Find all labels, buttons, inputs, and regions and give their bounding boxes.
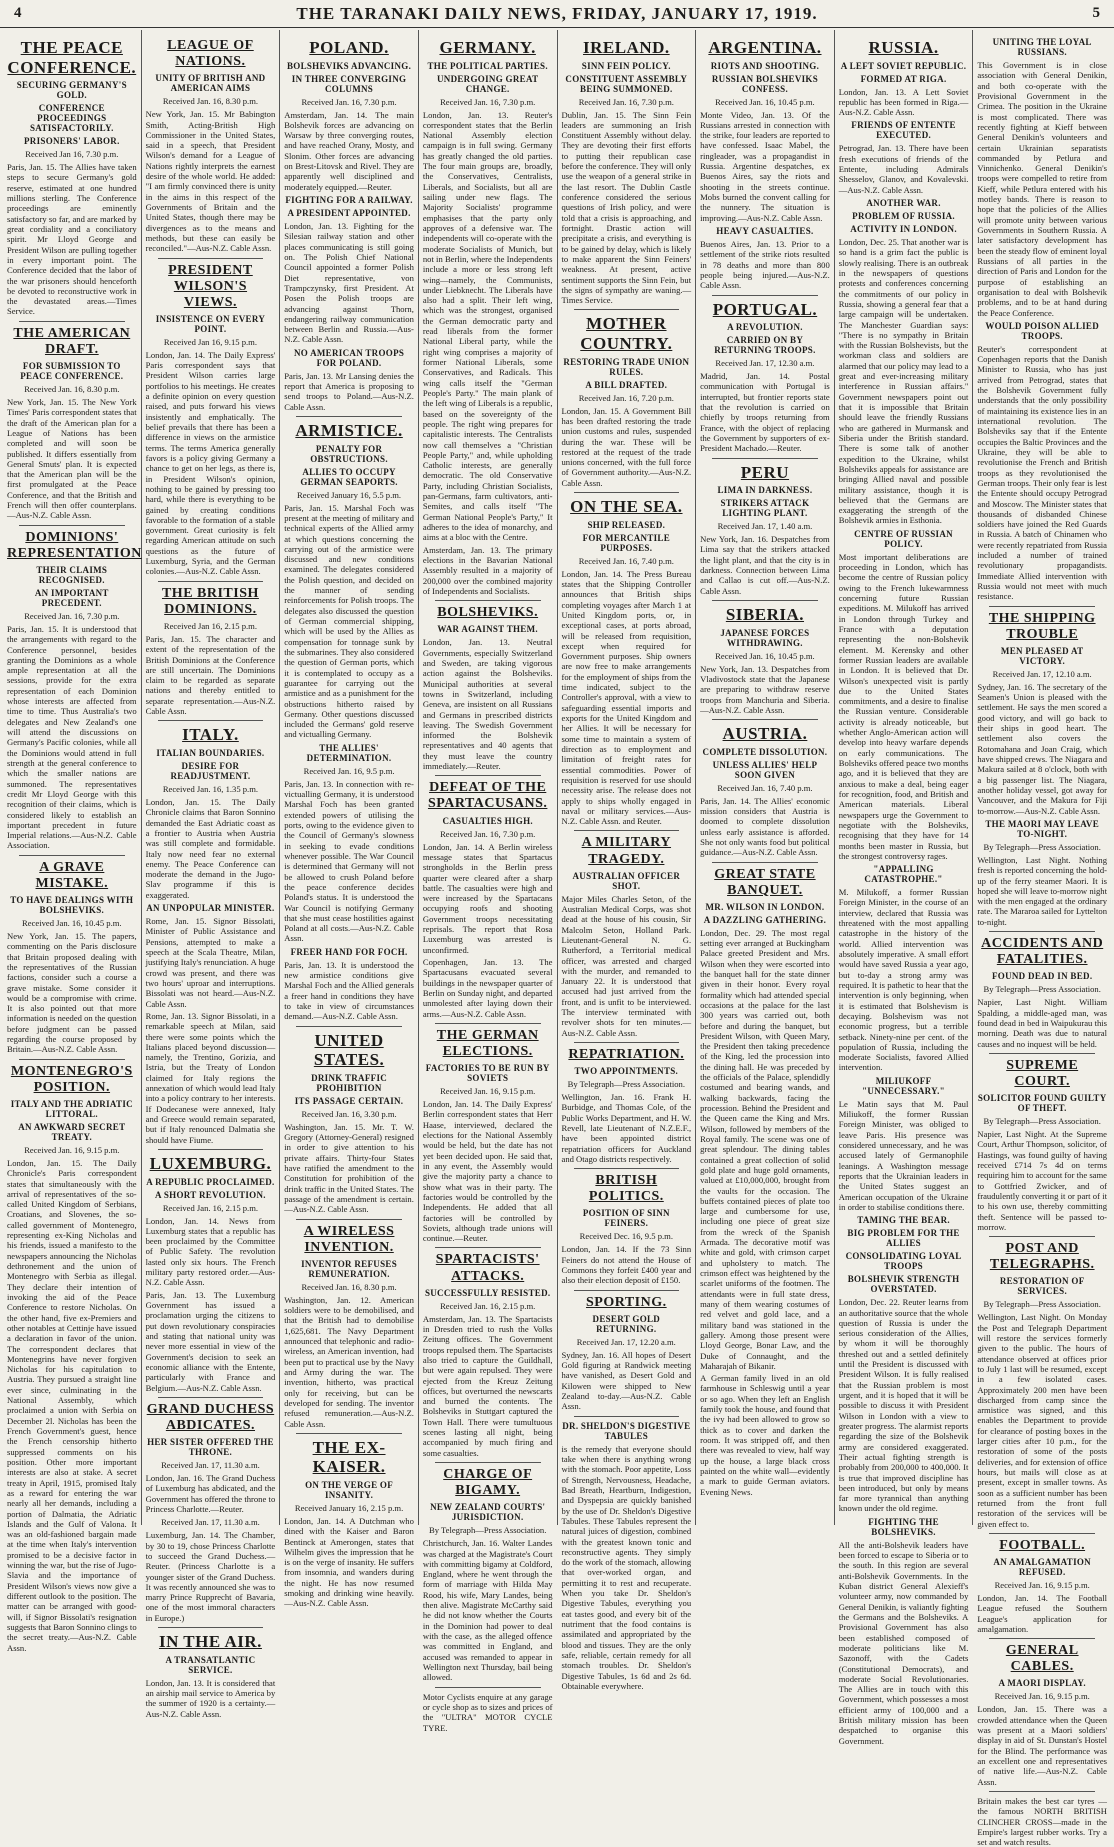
article-text: M. Milukoff, a former Russian Foreign Minister, in the course of an interview, declared that Russia was threatened with the most appalling catastrophe in the history of the world. Allied intervention was absolutely imperative. A small effort would have saved Russia a year ago, but to-day a strong army was required. It is pathetic to hear that the intervention is only beginning, when it is estimated that Bolshevism is decaying. Bolshevism was not economic progress, but a terrible setback. Ninety-nine per cent. of the population of Russia, including the moderate Socialists, favored Allied intervention. — [838, 887, 969, 1073]
headline: POLAND. — [309, 38, 389, 57]
divider — [435, 1247, 541, 1248]
received-line: Received Jan. 17, 11.30 a.m. — [161, 1460, 260, 1470]
headline: REPATRIATION. — [568, 1047, 685, 1062]
advertisement-text: Motor Cyclists enquire at any garage or cycle shop as to sizes and prices of the "ULTRA" MOTOR CYCLE TYRE. — [422, 1691, 553, 1733]
headline: LUXEMBURG. — [149, 1153, 272, 1173]
headline: ACCIDENTS AND FATALITIES. — [981, 936, 1104, 968]
article-text: Sydney, Jan. 16. The secretary of the Seamen's Union is pleased with the settlement. He says the men scored a good victory, and will go back to their ships in good heart. The settlement also covers the Rotomahana and Joan Craig, which have shipped crews. The Niagara and Makura sailed at 8 o'clock, both with a big passenger list. The Niagara, another holiday vessel, got away for Vancouver, and the Makura for Fiji to-morrow.—Aus-N.Z. Cable Assn. — [977, 681, 1107, 816]
headline: THE EX-KAISER. — [312, 1437, 386, 1477]
subheading: THE ALLIES' DETERMINATION. — [306, 742, 392, 763]
column-6 — [696, 30, 835, 1525]
received-line: Received Jan. 16, 7.30 p.m. — [578, 96, 674, 107]
article-text: Major Miles Charles Seton, of the Australian Medical Corps, was shot dead at the house of his cousin, Sir Malcolm Seton, Holland Park. Lieutenant-General N. G. Rutherford, a Territorial medical officer, was arrested and charged with the murder, and remanded to January 22. It is understood that accused had just arrived from the front, and is unfit to be interviewed. The interview terminated with revolver shots for ten minutes.—Aus-N.Z. Cable Assn. — [561, 893, 692, 1038]
subheading: HER SISTER OFFERED THE THRONE. — [147, 1437, 274, 1457]
subheading: RIOTS AND SHOOTING. — [710, 60, 820, 71]
article-text: London, Jan. 14. A Berlin wireless message states that Spartacus strongholds in the Berlin press quarter were cleared after a sharp battle. The casualties were high and were increased by the Spartacans occupying roofs and shooting Government troops necessitating reprisals. The report that Rosa Luxemburg was arrested is unconfirmed. — [422, 841, 553, 955]
article-text: London, Jan. 15. There was a crowded attendance when the Queen was present at a Maori soldiers' display in aid of St. Dunstan's Hostel for the Blind. The performance was an excellent one and representatives of native life.—Aus-N.Z. Cable Assn. — [977, 1704, 1107, 1787]
subheading: DRINK TRAFFIC PROHIBITION — [311, 1072, 388, 1093]
subheading: NO AMERICAN TROOPS FOR POLAND. — [293, 347, 405, 368]
subheading: A BILL DRAFTED. — [585, 379, 668, 390]
received-line: Received Jan. 16, 1.35 p.m. — [162, 783, 259, 794]
article-text: New York, Jan. 13. Despatches from Vladivostock state that the Japanese are preparing to withdraw reserve troops from Manchuria and Siberia.—Aus-N.Z. Cable Assn. — [700, 663, 830, 715]
subheading: AUSTRALIAN OFFICER SHOT. — [572, 870, 681, 891]
received-line: Received Jan. 16, 7.30 p.m. — [440, 828, 536, 839]
received-line: Received Jan. 16, 7.30 p.m. — [440, 96, 536, 107]
byline: By Telegraph—Press Association. — [983, 841, 1101, 852]
subheading: SHIP RELEASED. — [587, 519, 666, 530]
article-text: Paris, Jan. 13. The Luxemburg Government has issued a proclamation urging the citizens to put down revolutionary conspiracies and stating that national unity was never more essential in view of the Government's decision to seek an economic alliance with the Entente, particularly with France and Belgium.—Aus-N.Z. Cable Assn. — [145, 1289, 276, 1393]
received-line: Received January 16, 5.5 p.m. — [297, 489, 402, 500]
headline: FOOTBALL. — [999, 1537, 1086, 1553]
headline: PERU — [740, 462, 790, 482]
headline: MONTENEGRO'S POSITION. — [10, 1063, 133, 1095]
subheading: A PRESIDENT APPOINTED. — [287, 208, 411, 219]
article-text: Christchurch, Jan. 16. Walter Landes was charged at the Magistrate's Court with committing bigamy at Coldford, England, where he went through the form of marriage with Hilda May Rood, his wife, Mary Landes, being then alive. Magistrate McCarthy said he did not know whether the Courts in the Dominion had power to deal with the case, as the alleged offence was committed in England, and accused was remanded to appear in Wellington next Thursday, bail being allowed. — [422, 1538, 553, 1683]
headline: ON THE SEA. — [570, 497, 683, 517]
column-7 — [835, 30, 974, 1746]
divider — [989, 1533, 1095, 1534]
received-line: Received Jan. 16, 7.20 p.m. — [578, 392, 674, 403]
subheading: LIMA IN DARKNESS. — [717, 485, 813, 496]
headline: A MILITARY TRAGEDY. — [581, 835, 672, 867]
headline: AUSTRIA. — [722, 724, 808, 744]
subheading: DESERT GOLD RETURNING. — [592, 1313, 661, 1334]
article-text: London, Jan. 13. Fighting for the Silesian railway station and other places communicating is still going on. The Polish Chief National Council appointed a former Polish Diet representative, von Trampczynsky, first President. At Posen the Polish troops are advancing against Thorn, endangering railway communication between Berlin and Russia.—Aus-N.Z. Cable Assn. — [284, 221, 414, 345]
headline: ITALY. — [182, 725, 239, 745]
article-text: Paris, Jan. 15. The Allies have taken steps to secure Germany's gold reserve, estimated at one hundred millions sterling. The Conference proceedings are eminently satisfactory so far, and are marked by great cordiality and a conciliatory spirit. Mr Lloyd George and President Wilson are pulling together in every important point. The Conference decided that the labor of the war prisoners should henceforth be devoted to reconstructive work in the devastated areas.—Times Service. — [7, 162, 137, 317]
subheading: BOLSHEVIKS ADVANCING. — [286, 60, 412, 71]
subheading: MILIUKOFF "UNNECESSARY." — [862, 1075, 945, 1096]
subheading: FACTORIES TO BE RUN BY SOVIETS — [425, 1063, 550, 1084]
divider — [158, 581, 264, 582]
article-text: Napier, Last Night. William Spalding, a middle-aged man, was found dead in bed in Waipukurau this morning. Death was due to natural causes and no inquest will be held. — [977, 997, 1107, 1049]
subheading: CASUALTIES HIGH. — [442, 815, 533, 826]
received-line: Received Jan. 16, 10.45 p.m. — [715, 96, 815, 107]
subheading: PRISONERS' LABOR. — [24, 136, 120, 147]
subheading: A MAORI DISPLAY. — [998, 1678, 1086, 1689]
article-text: London, Jan. 14. The Daily Express' Paris correspondent says that President Wilson carries large portfolios to his meetings. He creates a definite opinion on every question raised, and puts forward his views insistently and emphatically. The belief prevails that there has been a difference in views on the armistice terms. The terms America generally favors is a policy giving Germany a chance to get on her legs, as there is, in President Wilson's opinion, nothing to be gained by pressing too hard, while there is everything to be gained by creating conditions favorable to the formation of a stable government. Great curiosity is felt regarding American attitude on such questions as the future of Luxemburg, Syria, and the German colonies.—Aus-N.Z. Cable Assn. — [145, 349, 276, 577]
subheading: CONSOLIDATING LOYAL TROOPS — [845, 1251, 962, 1272]
received-line: Received Jan. 16, 7.30 p.m. — [24, 610, 120, 621]
headline: ARGENTINA. — [708, 38, 822, 57]
subheading: MR. WILSON IN LONDON. — [705, 901, 825, 912]
subheading: A LEFT SOVIET REPUBLIC. — [840, 60, 967, 71]
divider — [19, 855, 125, 856]
received-line: Received Jan. 17, 12.10 a.m. — [992, 668, 1092, 679]
received-line: Received Jan. 16, 9.5 p.m. — [303, 765, 395, 776]
subheading: CARRIED ON BY RETURNING TROOPS. — [714, 335, 816, 356]
article-text: Petrograd, Jan. 13. There have been fresh executions of friends of the Entente, including Admirals Shesselov, Glanov, and Kovalevski.—Aus-N.Z. Cable Assn. — [838, 143, 969, 195]
divider — [574, 1290, 680, 1291]
headline: SUPREME COURT. — [1006, 1057, 1079, 1089]
divider — [435, 1023, 541, 1024]
divider — [712, 862, 818, 863]
subheading: INVENTOR REFUSES REMUNERATION. — [301, 1258, 398, 1279]
article-text: London, Jan. 15. The Daily Chronicle's Paris correspondent states that simultaneously with the arrival of representatives of the so-called United Kingdom of Serbians, Croatians, and Slovenes, the so-called government of Montenegro, representing ex-King Nicholas and his friends, issued a manifesto to the newspapers announcing the Nicholas dethronement and the union of Montenegro with Serbia as illegal. They declare their intention of invoking the aid of the Peace Conference to restore Nicholas. On the other hand, five ex-Premiers and other notables at Cettinje have issued a declaration in favor of the union. The correspondent declares that Montenegrins have never forgiven Nicholas for his capitulation to Austria. They pursued a straight line ever since, culminating in the National Assembly, which proclaimed a union with Serbia on December 2l. Nicholas has been the French Government's guest, hence the French censorship hitherto suppressed comments on his position. Other more important interests are also at stake. A secret treaty in April, 1915, promised Italy as a reward for entering the war nearly all her demands, including a portion of Dalmatia, the Adriatic Islands and the Gulf of Valona. It was an old-fashioned bargain made at the time when Italy's intervention promised to be a decisive factor in winning the war, but the rise of Jugo-Slavia and the importance of President Wilson's views now give a different outlook to the position. The matter can be arranged with good-will, if Signor Bissolati's resignation suggests that Baron Sonnino clings to the secret treaty.—Aus-N.Z. Cable Assn. — [7, 1157, 137, 1653]
subheading: WOULD POISON ALLIED TROOPS. — [985, 320, 1100, 341]
subheading: CENTRE OF RUSSIAN POLICY. — [854, 528, 953, 549]
received-line: Received Jan. 16, 9.15 p.m. — [24, 1144, 120, 1155]
divider — [19, 1059, 125, 1060]
headline: THE SHIPPING TROUBLE — [988, 610, 1096, 642]
divider — [574, 830, 680, 831]
divider — [158, 258, 264, 259]
subheading: FOR MERCANTILE PURPOSES. — [582, 532, 671, 553]
subheading: A TRANSATLANTIC SERVICE. — [165, 1654, 256, 1675]
subheading: ITALIAN BOUNDARIES. — [156, 747, 265, 758]
subheading: UNITING THE LOYAL RUSSIANS. — [992, 37, 1092, 57]
divider — [296, 416, 402, 417]
divider — [296, 1026, 402, 1027]
article-text: Paris, Jan. 14. The Allies' economic mission considers that Austria is doomed to complete dissolution unless early assistance is afforded. She not only wants food but political guidance.—Aus-N.Z. Cable Assn. — [700, 795, 830, 858]
subheading: IN THREE CONVERGING COLUMNS — [291, 73, 407, 94]
subheading: THEIR CLAIMS RECOGNISED. — [36, 564, 108, 585]
subheading: FORMED AT RIGA. — [860, 73, 947, 84]
subheading: ON THE VERGE OF INSANITY. — [305, 1479, 394, 1500]
received-line: Received Jan 16, 7.30 p.m. — [25, 149, 119, 160]
article-text: Washington, Jan. 12. American soldiers were to be demobilised, and that the British had to demobilise 1,625,681. The Navy Department announced that telephonic and radio-wireless, an American invention, had been put to practical use by the Navy and Army during the war. The invention, hitherto, was practical only for receiving, but can be developed for sending. The inventor refused remuneration.—Aus-N.Z. Cable Assn. — [284, 1294, 414, 1429]
divider — [158, 1397, 264, 1398]
article-text: Most important deliberations are proceeding in London, which has become the centre of Russian policy owing to the French lukewarmness concerning future Russian expeditions. M. Milukoff has arrived in London through Turkey and France with a deputation representing the non-Bolshevik element. M. Kerensky and other former Russian leaders are available in London. It is believed that Dr. Wilson's unexpected visit is partly due to the United States commitments, and a desire to finalise the Russian venture. Considerable activity is already noticeable, but whether Anglo-American action will develop into heavy warfare depends on early communications. The Bolsheviks offered peace two months ago, and it is believed that they are anxious to make a deal, being eager for recognition, food, and British and American materials. Liberal newspapers urge the Government to negotiate with the Bolsheviks, recognising that they have for 14 months been master in Russia, but the strongest controversy rages. — [838, 551, 969, 861]
headline: PORTUGAL. — [712, 299, 818, 319]
received-line: Received Jan. 17, 12.20 a.m. — [576, 1336, 676, 1347]
headline: IRELAND. — [582, 38, 670, 57]
article-text: Paris, Jan. 13. It is understood the new armistice conditions give Marshal Foch and the Allied generals a freer hand in conditions they have to take in view of circumstances demand.—Aus-N.Z. Cable Assn. — [284, 959, 414, 1022]
byline: By Telegraph—Press Association. — [983, 1116, 1101, 1126]
subheading: PENALTY FOR OBSTRUCTIONS. — [310, 443, 388, 464]
divider — [19, 321, 125, 322]
divider — [574, 1042, 680, 1043]
divider — [712, 295, 818, 296]
article-text: London, Dec. 22. Reuter learns from an authoritative source that the whole question of Russia is under the serious consideration of the Allies, by whom it will be thoroughly threshed out and a settled definitely until the President is discussed with President Wilson. It is fully realised that the Russian problem is most urgent, and it is hoped that it will be possible to discuss it with President Wilson in London with a view to greater progress. The alarmist reports regarding the size of the Bolshevik army are considered exaggerated. Their actual fighting strength is probably from 200,000 to 400,000. It is true that improved discipline has been introduced, but only by means far more tyrannical than anything known under the old regime. — [838, 1297, 969, 1514]
newspaper-title: THE TARANAKI DAILY NEWS, FRIDAY, JANUARY 17, 1919. — [296, 3, 818, 23]
article-text: London, Jan. 14. The Football League refused the Southern League's application for amalgamation. — [977, 1592, 1107, 1634]
subheading: BIG PROBLEM FOR THE ALLIES — [847, 1228, 960, 1249]
subheading: TWO APPOINTMENTS. — [574, 1066, 679, 1077]
article-text: New York, Jan. 15. Mr Babington Smith, Acting-British High Commissioner in the United States, said in a speech, that President Wilson's demand for a League of Nations rightly interprets the earnest desire of the whole world. He added: "I am firmly convinced there is unity in the aims in this respect of the Governments of Britain and the United States, though there may be divergences as to the means and methods, but these can easily be reconciled."—Aus-N.Z. Cable Assn. — [145, 109, 276, 254]
divider — [989, 606, 1095, 607]
received-line: Received Jan. 17, 1.40 a.m. — [717, 521, 813, 532]
subheading: THE POLITICAL PARTIES. — [427, 60, 548, 71]
subheading: CONFERENCE PROCEEDINGS SATISFACTORILY. — [30, 103, 114, 134]
divider — [435, 1687, 541, 1688]
article-text: London, Jan. 14. News from Luxemburg states that a republic has been proclaimed by the Committee of Public Safety. The revolution lasted only six hours. The French military party restored order.—Aus-N.Z. Cable Assn. — [145, 1215, 276, 1288]
divider — [158, 1627, 264, 1628]
subheading: "APPALLING CATASTROPHE." — [864, 864, 943, 885]
divider — [296, 1433, 402, 1434]
subheading: COMPLETE DISSOLUTION. — [702, 746, 828, 757]
received-line: Received Jan. 16, 9.15 p.m. — [440, 1086, 536, 1097]
subheading: HEAVY CASUALTIES. — [716, 225, 814, 236]
received-line: Received Jan. 17, 12.30 a.m. — [715, 358, 815, 369]
subheading: UNDERGOING GREAT CHANGE. — [436, 73, 539, 94]
article-text: London, Jan. 13. Neutral Governments, especially Switzerland and Sweden, are taking vigorous action against the Bolsheviks. Municipal authorities at several towns in Switzerland, including Geneva, are insistent on all Russians and Germans in prescribed districts leaving. The Swedish Government informed the Bolshevik representatives and 40 agents that they must leave the country immediately.—Reuter. — [422, 637, 553, 772]
article-text: London, Dec. 29. The most regal setting ever arranged at Buckingham Palace greeted President and Mrs. Wilson when they were escorted into the banquet hall for the state dinner given in their honor. Every royal formality which had attended special occasions at the palace for the last 300 years was carried out, both before and during the banquet, but President Wilson, with Queen Mary, the President then taking precedence of the King, led the procession into the dining hall. He was preceded by the officials of the Palace, splendidly costumed and bearing wands, and walking backwards, facing the procession. Behind the President and the Queen came the King and Mrs. Wilson, followed by members of the Royal family. The scene was one of great splendour. The dining tables contained a great collection of solid gold plate and huge gold ornaments, valued at £10,000,000, brought from the vaults for the occasion. The buffets contained pieces of plate too large and cumbersome for use, including one piece of great size from the wreck of the Spanish Armada. The decorative motif was white and gold, with crimson carpet and upholstery to match. The crimson effect was heightened by the scarlet uniforms of the footmen. The attendants were in full state dress, many of them wearing costumes of red velvet and gold lace, and a military band was stationed in the gallery. Among those present were Lloyd George, Bonar Law, and the Duke of Connaught, and the Maharajah of Bikanir. — [700, 927, 830, 1371]
article-text: London, Jan. 13. It is considered that an airship mail service to America by the summer of 1920 is a certainty.—Aus-N.Z. Cable Assn. — [145, 1677, 276, 1719]
headline: THE AMERICAN DRAFT. — [13, 325, 131, 357]
received-line: Received Jan. 16, 2.15 p.m. — [162, 1202, 259, 1213]
subheading: ALLIES TO OCCUPY GERMAN SEAPORTS. — [300, 466, 398, 487]
headline: LEAGUE OF NATIONS. — [167, 38, 254, 70]
article-text: This Government is in close association with General Denikin, and both co-operate with the Provisional Government in the Crimea. The position in the Ukraine is most complicated. There was recently fighting at Kieff between General Denikin's volunteers and certain Ukrainian separatists commanded by Petlura and Vinnichenko. General Denikin's troops were compelled to retire from Kieff, while Petlura entered with his motley bands. There is reason to hope that the policies of the Allies will promote unity between various Governments in Southern Russia. A later satisfactory development has been the steady flow of eminent loyal Russians of all parties in the direction of Paris and London for the purpose of establishing an organisation to deal with Bolshevik problems, and to be at hand during the Peace Conference. — [977, 60, 1107, 318]
byline: By Telegraph—Press Association. — [567, 1079, 686, 1090]
headline: THE PEACE CONFERENCE. — [7, 38, 137, 77]
divider — [158, 1149, 264, 1150]
subheading: A REVOLUTION. — [727, 322, 803, 333]
headline: GERMANY. — [439, 38, 536, 57]
headline: THE GERMAN ELECTIONS. — [436, 1027, 539, 1059]
article-text: Wellington, Jan. 16. Frank H. Burbidge, and Thomas Cole, of the Public Works Department, and H. W. Revell, late Lieutenant of N.Z.E.F., have been appointed district repatriation officers for Auckland and Otago districts respectively. — [561, 1092, 692, 1164]
subheading: ITS PASSAGE CERTAIN. — [294, 1095, 404, 1106]
subheading: DESIRE FOR READJUSTMENT. — [170, 760, 251, 781]
article-text: Rome, Jan. 13. Signor Bissolati, in a remarkable speech at Milan, said there were some points which the Italians placed beyond discussion—namely, the Trentino, Gorizia, and Istria, but the Treaty of London claimed for Italy regions the annexation of which would lead Italy into a policy contrary to her interests. If Dodecanese were annexed, Italy and Greece would remain separated, but if Italy renounced Dalmatia she should have Fiume. — [145, 1010, 276, 1145]
received-line: Received Jan 16, 9.15 p.m. — [163, 336, 257, 347]
article-text: Paris, Jan. 15. Marshal Foch was present at the meeting of military and technical experts of the Allied army at which questions concerning the carrying out of the armistice were discussed and new conditions examined. The delegates considered the Polish question, and decided on the manner of sending reinforcements for Polish troops. The delegates also discussed the question of German commercial shipping, which will be used by the Allies as compensation for tonnage sunk by the submarines. They also considered the question of German ports, which it is contemplated to occupy as a guarantee for carrying out the armistice and as a punishment for the obstructions hitherto raised by Germany. Other questions discussed included the Germans' gold reserve and victualling Germany. — [284, 502, 414, 740]
subheading: FREER HAND FOR FOCH. — [290, 946, 408, 957]
headline: MOTHER COUNTRY. — [580, 314, 673, 354]
received-line: Received Jan. 16, 2.15 p.m. — [440, 1300, 536, 1311]
divider — [989, 1791, 1095, 1792]
article-text: London, Jan. 14. The Daily Express' Berlin correspondent states that Herr Haase, interviewed, declared the elections for the National Assembly would be held, but the date has not yet been decided upon. He said that, in any event, the Assembly would give the majority party a chance to show what was in their party. The factories would be controlled by the Independents. He added that all factories will be controlled by Soviets, although trade unions will continue.—Reuter. — [422, 1099, 553, 1244]
received-line: Received Jan 16, 2.15 p.m. — [163, 620, 257, 631]
advertisement-heading: DR. SHELDON'S DIGESTIVE TABULES — [562, 1420, 691, 1441]
article-text: Wellington, Last Night. On Monday the Post and Telegraph Department will restore the services formerly given to the public. The hours of attendance observed at offices prior to July 1 last will be resumed, except in a few isolated cases. Approximately 200 men have been discharged from camp since the armistice was signed, and this enables the Department to provide for clearance of posting boxes in the larger cities after 10 p.m., for the restoration of some of the posts deliveries, and for extension of office hours, but mails will close as at present, except in smaller towns. As soon as a sufficient number has been returned from the front full restoration of the services will be given effect to. — [977, 1312, 1107, 1529]
divider — [712, 600, 818, 601]
subheading: JAPANESE FORCES WITHDRAWING. — [720, 627, 810, 648]
article-text: Paris, Jan. 13. In connection with re-victualling Germany, it is understood Marshal Foch has been granted extended powers of utilising the ports, owing to the evidence given to the Council of Germany's slowness in seeking to evade conditions whenever possible. The War Council is determined that Germany will not be allowed to crush Poland before the peace conference decides Poland's status. It is understood the War Council is notifying Germany that she must cease hostilities against Poland at all costs.—Aus-N.Z. Cable Assn. — [284, 778, 414, 944]
headline: RUSSIA. — [868, 38, 939, 57]
subheading: TO HAVE DEALINGS WITH BOLSHEVIKS. — [10, 894, 134, 915]
article-text: London, Jan. 15. The Daily Chronicle claims that Baron Sonnino demanded the East Adriatic coast as a frontier to Austria when Austria was still complete and formidable. Italy now need fear no external enemy. The Peace Conference can moderate the demand in the Jugo-Slav programme if this is exaggerated. — [145, 796, 276, 900]
article-text: New York, Jan. 15. The New York Times' Paris correspondent states that the draft of the American plan for a League of Nations has been completed and will soon be published. It differs essentially from General Smuts' plan. It is expected that the American plan will be the first promulgated at the Peace Conference, and that the British and French will then offer counterplans.—Aus-N.Z. Cable Assn. — [7, 396, 137, 521]
subheading: FOR SUBMISSION TO PEACE CONFERENCE. — [20, 360, 124, 381]
subheading: AN AWKWARD SECRET TREATY. — [18, 1121, 126, 1142]
divider — [435, 1462, 541, 1463]
received-line: Received Jan. 16, 8.30 p.m. — [24, 383, 120, 394]
divider — [989, 1053, 1095, 1054]
article-text: Napier, Last Night. At the Supreme Court, Arthur Thompson, solicitor, of Hastings, was found guilty of having received £714 7s 4d on terms requiring him to account for the same to Gottfried Zwicker, and of fraudulently converting it or part of it to his own use, thereby committing theft. Sentence will be passed to-morrow. — [977, 1129, 1107, 1232]
headline: CHARGE OF BIGAMY. — [443, 1467, 533, 1499]
article-text: Rome, Jan. 15. Signor Bissolati, Minister of Public Assistance and Pensions, attempted to make a speech at the Scala Theatre, Milan, justifying Italy's renunciation. A huge crowd was present, and there was two hours' uproar and interruptions. Bissolati was not heard.—Aus-N.Z. Cable Assn. — [145, 916, 276, 1009]
headline: BRITISH POLITICS. — [588, 1173, 664, 1205]
subheading: RESTORATION OF SERVICES. — [999, 1276, 1085, 1297]
article-text: Paris, Jan. 15. It is understood that the arrangements with regard to the Conference personnel, besides granting the Dominions as a whole ample representation at all the sessions, provide for the extra representation of each Dominion whose interests are affected from time to time. Thus Australia's two delegates and New Zealand's one will attend the discussions on Germany's Pacific colonies, while all the Dominions would attend in full strength at the general conference to which the smaller nations are summoned. The representatives credit Mr Lloyd George with this recognition of their claims, which is considered likely to establish an important precedent in future Imperial relations.—Aus-N.Z. Cable Association. — [7, 623, 137, 851]
page-number-right: 5 — [1092, 5, 1100, 21]
divider — [989, 1236, 1095, 1237]
column-8 — [973, 30, 1111, 1847]
subheading: CONSTITUENT ASSEMBLY BEING SUMMONED. — [565, 73, 688, 94]
received-line: Received Dec. 16, 9.5 p.m. — [579, 1231, 673, 1242]
subheading: INSISTENCE ON EVERY POINT. — [155, 313, 266, 334]
subheading: STRIKERS ATTACK LIGHTING PLANT. — [720, 498, 810, 519]
article-text: Amsterdam, Jan. 14. The main Bolshevik forces are advancing on Warsaw by three converging routes, and have reached Orany, Mosty, and Slonim. Other forces are advancing on Brest-Litovsk and Rivel. They are apparently well disciplined and moderately equipped.—Reuter. — [284, 109, 414, 192]
received-line: Received Jan. 17, 11.30 a.m. — [161, 1517, 260, 1528]
subheading: NEW ZEALAND COURTS' JURISDICTION. — [430, 1502, 546, 1523]
column-1 — [3, 30, 142, 1653]
byline: By Telegraph—Press Association. — [983, 1299, 1101, 1310]
subheading: ITALY AND THE ADRIATIC LITTORAL. — [10, 1098, 133, 1119]
article-text: London, Jan. 13. Reuter's correspondent states that the Berlin National Assembly election campaign is in full swing. Germany has greatly changed the old parties. The four main groups are, broadly, the Conservatives, Centralists, Liberals, and Socialists, but all are sailing under new flags. The Majority Socialists' programme emphasises that the party only approves of a defensive war. The independents will co-operate with the moderate Socialists of Munich, but not in Berlin, where the Independents include a more or less strong left wing—namely, the Communists, under Liebknecht. The Liberals have also had a split. Their left wing, which was the strongest, organised the German democratic party and read liberals from the former National Liberal party, while the right wing comprises a majority of former National Liberals, some Conservatives, and Radicals. This wing calls itself the "German People's Party." The main plank of the left wing of Liberals is a republic, based on the sovereignty of the people. The right wing prepares for capitalistic interests. The Centralists now call themselves a "Christian People Party," and, while upholding Catholic interests, are generally democratic. The old Conservative Party, including Christian Socialists, pan-Germans, farm cultivators, anti-Semites, and calls itself "The German National People's Party," It adheres to the idea of monarchy, and aims at a bloc with the Centre. — [422, 109, 553, 543]
subheading: THE MAORI MAY LEAVE TO-NIGHT. — [985, 818, 1099, 839]
received-line: Received Jan. 16, 10.45 p.m. — [22, 917, 122, 928]
article-text: Madrid, Jan. 14. Postal communication with Portugal is interrupted, but frontier reports state that the revolution is carried on chiefly by troops returning from France, with the object of replacing the Government by supporters of ex-President Machado.—Reuter. — [700, 371, 830, 454]
subheading: SECURING GERMANY'S GOLD. — [16, 80, 127, 101]
headline: SPORTING. — [585, 1294, 667, 1310]
divider — [574, 1168, 680, 1169]
column-4 — [419, 30, 558, 1733]
article-text: London, Jan. 14. The Press Bureau states that the Shipping Controller announces that British ships completing voyages after March 1 at United Kingdom ports, or, in exceptional cases, at ports abroad, will be released from requisition, except when required for Government purposes. Ship owners are now free to make arrangements for the employment of ships from the time indicated, subject to the Controller's approval, with a view to safeguarding essential imports and exports for the United Kingdom and her Allies. It will be necessary for some time to maintain a system of direction as to employment and limitation of freight rates for essential commodities. Power of requisition is reserved for use should necessity arise. The release does not apply to ships wholly engaged in naval or military services.—Aus-N.Z. Cable Assn. and Reuter. — [561, 568, 692, 827]
subheading: FOUND DEAD IN BED. — [991, 971, 1093, 982]
article-text: Amsterdam, Jan. 13. The Spartacists in Dresden tried to rush the Volks Zeitung offices. The Government troops repulsed them. The Spartacists also tried to capture the Guildhall, but were again repulsed. They were ejected from the Kreuz Zeitung offices, but overturned the newscarts and burned the contents. The Bolsheviks in Stuttgart captured the Town Hall. There were tumultuous scenes lasting all night, being accompanied by much firing and some casualties. — [422, 1313, 553, 1458]
divider — [435, 775, 541, 776]
article-text: Dublin, Jan. 15. The Sinn Fein leaders are summoning an Irish Constituent Assembly without delay. They are devoting their first efforts to putting their republican case before the conference. They will only use the weapon of a general strike in the last resort. The Dublin Castle conference considered the serious questions of Irish policy, and were told that a crisis is approaching, and fortnight. Drastic action will precipitate a crisis, and everything is to be gained by delay, which is likely to make apparent the Sinn Feiners' weakness. At present, active sentiment supports the Sinn Fein, but the signs of sympathy are waning.—Times Service. — [561, 109, 692, 306]
divider — [989, 1638, 1095, 1639]
article-text: Luxemburg, Jan. 14. The Chamber, by 30 to 19, chose Princess Charlotte to succeed the Grand Duchess.—Reuter. (Princess Charlotte is a younger sister of the Grand Duchess. It was recently announced she was to marry Prince Rupprecht of Bavaria, one of the most immoral characters in Europe.) — [145, 1530, 276, 1623]
advertisement-text: is the remedy that everyone should take when there is anything wrong with the stomach. Poor appetite, Loss of Strength, Nervousness, Headache, Bad Breath, Heartburn, Indigestion, and Dyspepsia are quickly banished by the use of Dr. Sheldon's Digestive Tabules. These Tabules represent the natural juices of digestion, combined with the greatest known tonic and reconstructive agents. They simply do the work of the stomach, allowing that over-worked organ, and permitting it to rest and recuperate. When you take Dr. Sheldon's Digestive Tabules, everything you eat tastes good, and every bit of the nutriment that the food contains is assimilated and appropriated by the blood and tissues. They are the only safe, reliable, certain remedy for all stomach troubles. Dr. Sheldon's Digestive Tabules, 1s 6d and 2s 6d. Obtainable everywhere. — [561, 1443, 692, 1691]
subheading: AN AMALGAMATION REFUSED. — [993, 1556, 1091, 1577]
subheading: FIGHTING THE BOLSHEVIKS. — [868, 1516, 939, 1537]
article-text: New York, Jan. 16. Despatches from Lima say that the strikers attacked the light plant, and that the city is in darkness. Connection between Lima and Callao is cut off.—Aus-N.Z. Cable Assn. — [700, 534, 830, 596]
headline: GRAND DUCHESS ABDICATES. — [146, 1401, 275, 1433]
subheading: RUSSIAN BOLSHEVIKS CONFESS. — [711, 73, 819, 94]
article-text: London, Jan. 14. If the 73 Sinn Feiners do not attend the House of Commons they forfeit £400 year and also their election deposit of £150. — [561, 1244, 692, 1286]
subheading: AN IMPORTANT PRECEDENT. — [34, 587, 109, 608]
headline: IN THE AIR. — [158, 1632, 262, 1652]
article-text: Copenhagen, Jan. 13. The Spartacusans evacuated several buildings in the newspaper quarter of Berlin on Sunday night, and departed unmolested after laying down their arms.—Aus-N.Z. Cable Assn. — [422, 957, 553, 1019]
received-line: Received January 16, 2.15 p.m. — [294, 1502, 404, 1513]
article-text: All the anti-Bolshevik leaders have been forced to escape to Siberia or to the south. In this region are several anti-Bolshevik Governments. In the Kuban district General Alexieff's volunteer army, now commanded by General Denikin, is valiantly fighting the Germans and the Bolsheviks. A Provisional Government has also been established composed of moderate politicians like M. Sazonoff, with the Cadets (Constitutional Democrats), and moderate Social Revolutionaries. The Allies are in touch with this Government, which possesses a most efficient army of 100,000 and a British military mission has been despatched to organise this Government. — [838, 1539, 969, 1746]
article-text: New York, Jan. 15. The papers, commenting on the Paris disclosure that Britain proposed dealing with the representatives of the Russian factions, consider such a course a grave mistake. Some consider it would be a compromise with crime. It is also pointed out that more information is needed on the question before judgment can be passed regarding the course proposed by Britain.—Aus-N.Z. Cable Assn. — [7, 930, 137, 1055]
subheading: WAR AGAINST THEM. — [437, 624, 538, 635]
received-line: Received Jan. 16, 8.30 p.m. — [301, 1281, 397, 1292]
page-number-left: 4 — [14, 5, 22, 21]
subheading: BOLSHEVIK STRENGTH OVERSTATED. — [847, 1274, 960, 1295]
divider — [19, 525, 125, 526]
column-5 — [558, 30, 697, 1691]
subheading: ACTIVITY IN LONDON. — [850, 224, 957, 235]
subheading: A SHORT REVOLUTION. — [155, 1189, 266, 1200]
subheading: RESTORING TRADE UNION RULES. — [563, 356, 690, 377]
article-text: Amsterdam, Jan. 13. The primary elections in the Bavarian National Assembly resulted in a majority of 200,000 over the combined majority of Independents and Socialists. — [422, 544, 553, 596]
headline: PRESIDENT WILSON'S VIEWS. — [168, 262, 253, 310]
divider — [158, 720, 264, 721]
divider — [296, 1219, 402, 1220]
divider — [712, 458, 818, 459]
received-line: Received Jan. 16, 9.15 p.m. — [994, 1579, 1090, 1590]
headline: DEFEAT OF THE SPARTACUSANS. — [427, 780, 548, 812]
byline: By Telegraph—Press Association. — [428, 1525, 547, 1536]
subheading: SOLICITOR FOUND GUILTY OF THEFT. — [977, 1093, 1107, 1113]
headline: SPARTACISTS' ATTACKS. — [435, 1252, 540, 1284]
divider — [574, 309, 680, 310]
headline: POST AND TELEGRAPHS. — [989, 1241, 1095, 1273]
article-text: Sydney, Jan. 16. All hopes of Desert Gold figuring at Randwick meeting have vanished, as Desert Gold and Kilowen were shipped to New Zealand to-day.—Aus-N.Z. Cable Assn. — [561, 1349, 692, 1412]
article-text: London, Jan. 14. A Dutchman who dined with the Kaiser and Baron Bentinck at Amerongen, states that Wilhelm gives the impression that he is on the verge of insanity. He suffers from insomnia, and wanders during the night. He has now resumed smoking and drinking wine heavily.—Aus-N.Z. Cable Assn. — [284, 1515, 414, 1609]
article-text: London, Jan. 15. A Government Bill has been drafted restoring the trade union customs and rules, suspended during the war. These will be restored at the request of the trade unions concerned, with the full force of Government authority.—Aus-N.Z. Cable Assn. — [561, 405, 692, 488]
subheading: AN UNPOPULAR MINISTER. — [146, 903, 275, 914]
article-text: A German family lived in an old farmhouse in Schleswig until a year or so ago. When they left an English family took the house, and found that the ivy had been allowed to grow so thick as to cover and darken the room. It was stripped off, and then there was revealed to view, half way up the house, a large black cross painted on the white wall—evidently a mark to guide German aviators. Evening News. — [700, 1373, 830, 1497]
divider — [435, 600, 541, 601]
headline: GREAT STATE BANQUET. — [714, 866, 816, 898]
headline: SIBERIA. — [725, 605, 805, 625]
advertisement-text: Britain makes the best car tyres — the famous NORTH BRITISH CLINCHER CROSS—made in the Empire's largest rubber works. Try a set and watch results. — [977, 1795, 1107, 1847]
article-text: Wellington, Last Night. Nothing fresh is reported concerning the hold-up of the ferry steamer Maori. It is hoped she will leave to-morrow night with the men engaged at the ordinary rate. The Mararoa sailed for Lyttelton to-night. — [977, 854, 1107, 927]
received-line: Received Jan. 16, 7.40 p.m. — [717, 782, 813, 793]
subheading: TAMING THE BEAR. — [857, 1215, 950, 1226]
divider — [574, 1416, 680, 1417]
received-line: Received Jan. 16, 7.40 p.m. — [578, 555, 674, 566]
headline: A WIRELESS INVENTION. — [303, 1223, 395, 1255]
headline: THE BRITISH DOMINIONS. — [161, 585, 259, 617]
subheading: SINN FEIN POLICY. — [581, 60, 671, 71]
article-text: Washington, Jan. 15. Mr. T. W. Gregory (Attorney-General) resigned in order to give attention to his private affairs. Thirty-four States have ratified the amendment to the Constitution for prohibition of the drink traffic in the United States. The passage of the amendment is certain.—Aus-N.Z. Cable Assn. — [284, 1121, 414, 1215]
column-3 — [280, 30, 419, 1609]
divider — [712, 719, 818, 720]
subheading: POSITION OF SINN FEINERS. — [582, 1208, 670, 1229]
received-line: Received Jan. 16, 10.45 p.m. — [715, 650, 815, 661]
article-text: Reuter's correspondent at Copenhagen reports that the Danish Minister to Russia, who has just arrived from Petrograd, states that the Bolshevik Government fully understands that the only possibility of maintaining its existence lies in an international revolution. The Bolsheviks say that if the Entente occupies the Baltic Provinces and the Ukraine, they will be able to revolutionise the French and British troops as they revolutionised the German troops. Their only fear is lest the Entente should occupy Petrograd and Moscow. The Minister states that thousands of disbanded Chinese soldiers have joined the Red Guards in Russia. A batch of Chinamen who were recently repatriated from Russia included a number of trained revolutionary propagandists. Immediate Allied intervention with Russia would not meet with much resistance. — [977, 343, 1107, 602]
divider — [989, 931, 1095, 932]
article-text: London, Jan. 13. A Lett Soviet republic has been formed in Riga.—Aus-N.Z. Cable Assn. — [838, 86, 969, 118]
subheading: FIGHTING FOR A RAILWAY. — [285, 195, 413, 206]
subheading: UNLESS ALLIES' HELP SOON GIVEN — [712, 759, 818, 780]
subheading: A REPUBLIC PROCLAIMED. — [146, 1176, 275, 1187]
byline: By Telegraph—Press Association. — [983, 984, 1101, 995]
divider — [574, 492, 680, 493]
columns — [0, 30, 1114, 1847]
received-line: Received Jan. 16, 8.30 p.m. — [162, 96, 259, 107]
article-text: Monte Video, Jan. 13. Of the Russians arrested in connection with the strike, four leaders are reported to have confessed. Isaac Mabel, the ringleader, was a propagandist in Russia. Argentine despatches, ex Buenos Aires, say the riots and shooting in the streets continue. Mobs burned the convent calling for the nunnery. The situation is improving.—Aus-N.Z. Cable Assn. — [700, 109, 830, 223]
article-text: Le Matin says that M. Paul Miliukoff, the former Russian Foreign Minister, was obliged to leave Paris. His presence was considered unnecessary, and he was accused lately of Germanophile leanings. A Washington message reports that the Ukrainian leaders in the United States suggest an American occupation of the Ukraine in order to stabilise conditions there. — [838, 1098, 969, 1212]
subheading: MEN PLEASED AT VICTORY. — [1000, 645, 1084, 666]
subheading: A DAZZLING GATHERING. — [703, 914, 827, 925]
subheading: ANOTHER WAR. — [866, 198, 941, 209]
received-line: Received Jan. 16, 9.15 p.m. — [994, 1691, 1090, 1702]
article-text: Buenos Aires, Jan. 13. Prior to a settlement of the strike riots resulted in 78 deaths and more than 800 people being injured.—Aus-N.Z. Cable Assn. — [700, 238, 830, 291]
article-text: Paris, Jan. 15. The character and extent of the representation of the British Dominions at the Conference are still uncertain. The Dominions claim to be regarded as separate nations and thereby entitled to separate representation.—Aus-N.Z. Cable Assn. — [145, 633, 276, 717]
subheading: UNITY OF BRITISH AND AMERICAN AIMS — [155, 73, 266, 94]
subheading: PROBLEM OF RUSSIA. — [852, 211, 955, 222]
article-text: London, Dec. 25. That another war is so hand is a grim fact the public is slowly realising. There is an outbreak in the newspapers of questions protests and conferences concerning the commitments of our policy in Russia, showing a general fear that a large campaign will be undertaken. The Manchester Guardian says: "There is no sympathy in Britain with the Russian Bolshevists, but the workman class and soldiers are alarmed that our policy may lead to a great and ever-increasing military interference in Russian affairs." Government newspapers point out that it is impossible that Britain should leave the friendly Russians who are gathered in Murmansk and Siberia under the British standard. There is some talk of another expedition to the Ukraine, whilst Bolsheviks appeals for assistance are bringing Allied naval and possible military assistance, though it is believed that the Germans are exaggerating the strength of the Bolshevik armies in Esthonia. — [838, 237, 969, 526]
headline: BOLSHEVIKS. — [437, 605, 539, 621]
subheading: SUCCESSFULLY RESISTED. — [424, 1287, 551, 1298]
article-text: Paris, Jan. 13. Mr Lansing denies the report that America is proposing to send troops to Poland.—Aus-N.Z. Cable Assn. — [284, 370, 414, 412]
article-text: London, Jan. 16. The Grand Duchess of Luxemburg has abdicated, and the Government has offered the throne to Princess Charlotte.—Reuter. — [145, 1473, 276, 1514]
masthead — [0, 0, 1114, 28]
subheading: FRIENDS OF ENTENTE EXECUTED. — [851, 120, 956, 141]
headline: GENERAL CABLES. — [1005, 1643, 1079, 1675]
received-line: Received Jan. 16, 7.30 p.m. — [301, 96, 397, 107]
received-line: Received Jan. 16, 3.30 p.m. — [301, 1108, 397, 1119]
headline: DOMINIONS' REPRESENTATION — [7, 529, 142, 561]
headline: A GRAVE MISTAKE. — [35, 859, 109, 891]
column-2 — [142, 30, 281, 1719]
headline: UNITED STATES. — [313, 1030, 385, 1070]
headline: ARMISTICE. — [295, 421, 403, 441]
